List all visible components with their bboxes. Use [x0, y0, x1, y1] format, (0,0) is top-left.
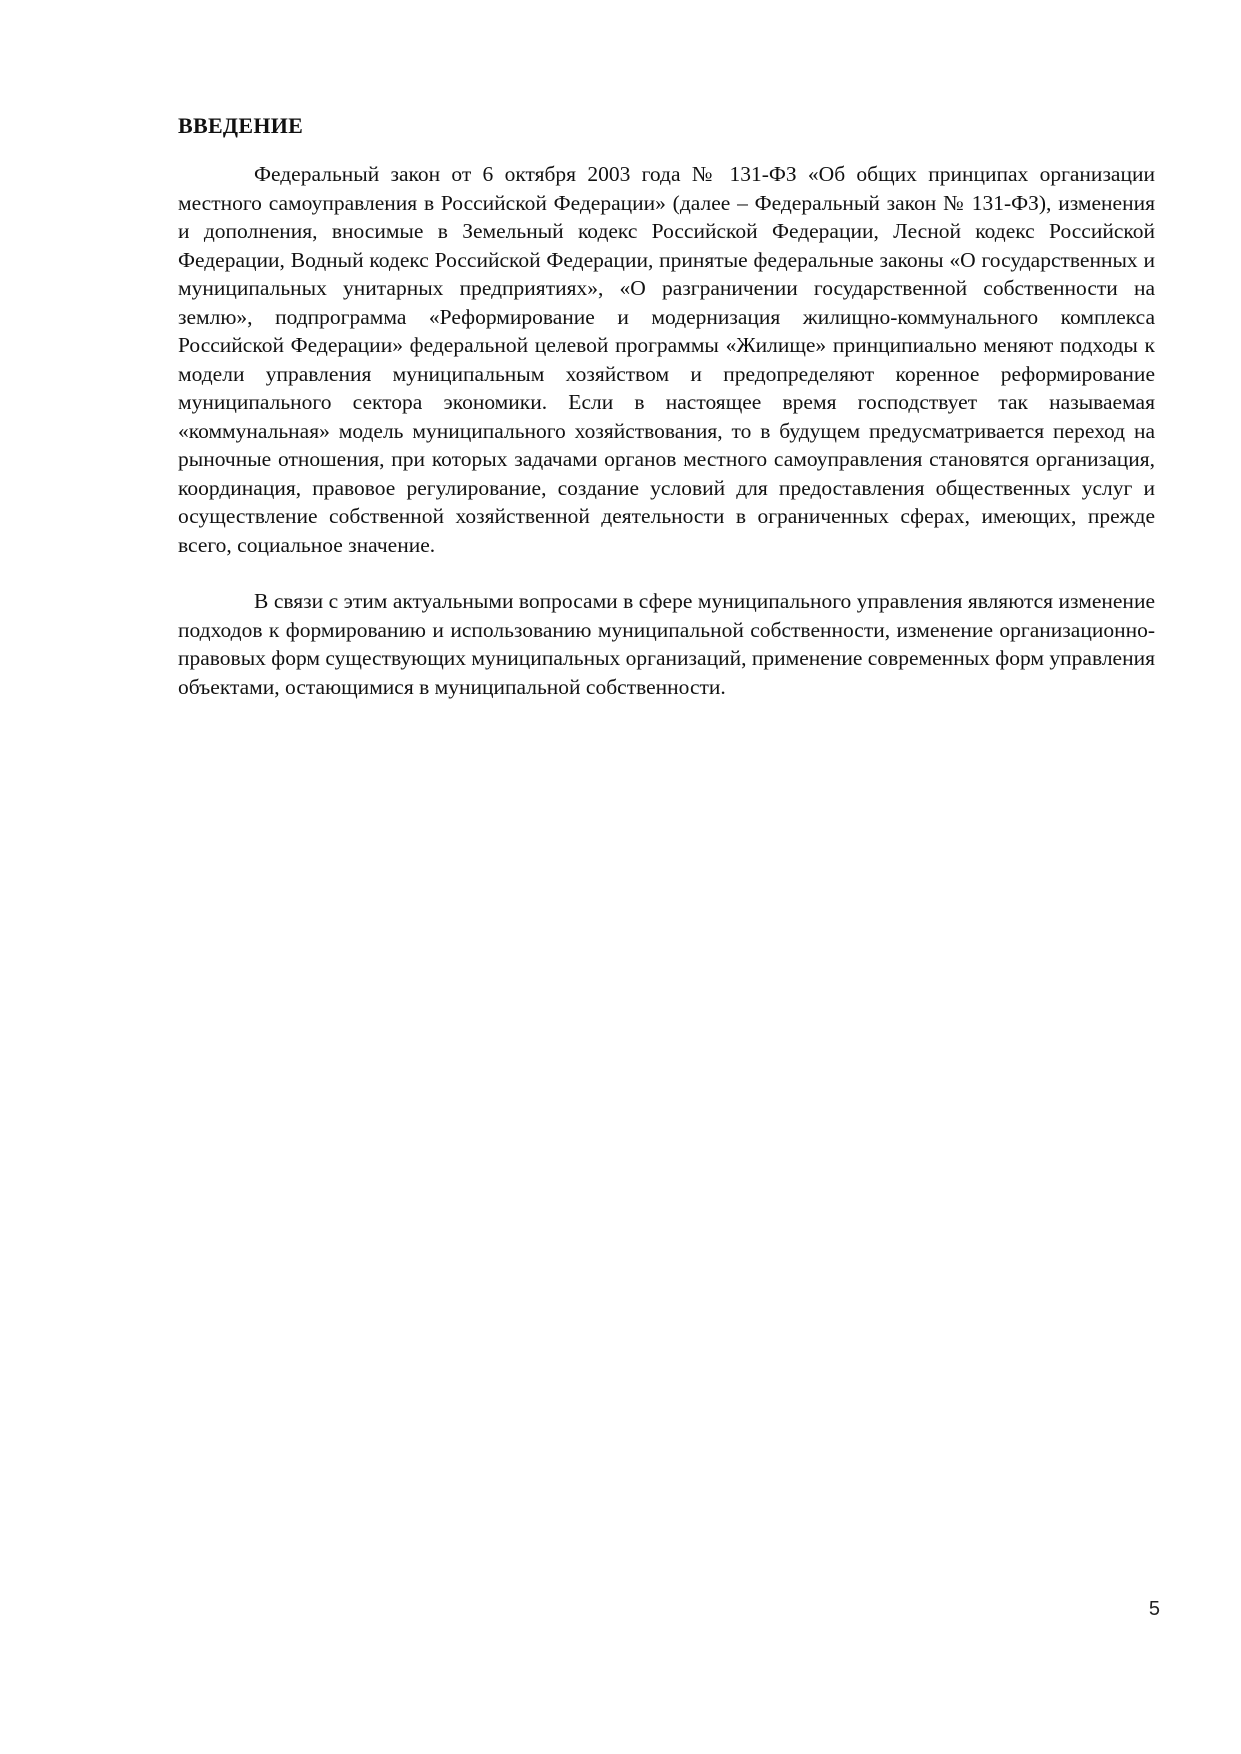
page-content [178, 112, 1155, 701]
paragraph-2: В связи с этим актуальными вопросами в сфере муниципального управления являются изменение подходов к формированию и использованию муниципальной собственности, изменение организационно-правовых форм существующих муниципальных организаций, применение современных форм управления объектами, остающимися в муниципальной собственности. [178, 589, 1155, 699]
section-heading: ВВЕДЕНИЕ [178, 113, 304, 138]
page-number: 5 [1148, 1598, 1160, 1620]
paragraph-1: Федеральный закон от 6 октября 2003 года № 131-ФЗ «Об общих принципах организации местного самоуправления в Российской Федерации» (далее – Федеральный закон № 131-ФЗ), изменения и дополнения, вносимые в Земельный кодекс Российской Федерации, Лесной кодекс Российской Федерации, Водный кодекс Российской Федерации, принятые федеральные законы «О государственных и муниципальных унитарных предприятиях», «О разграничении государственной собственности на землю», подпрограмма «Реформирование и модернизация жилищно-коммунального комплекса Российской Федерации» федеральной целевой программы «Жилище» принципиально меняют подходы к модели управления муниципальным хозяйством и предопределяют коренное реформирование муниципального сектора экономики. Если в настоящее время господствует так называемая «коммунальная» модель муниципального хозяйствования, то в будущем предусматривается переход на рыночные отношения, при которых задачами органов местного самоуправления становятся организация, координация, правовое регулирование, создание условий для предоставления общественных услуг и осуществление собственной хозяйственной деятельности в ограниченных сферах, имеющих, прежде всего, социальное значение. [178, 162, 1155, 557]
